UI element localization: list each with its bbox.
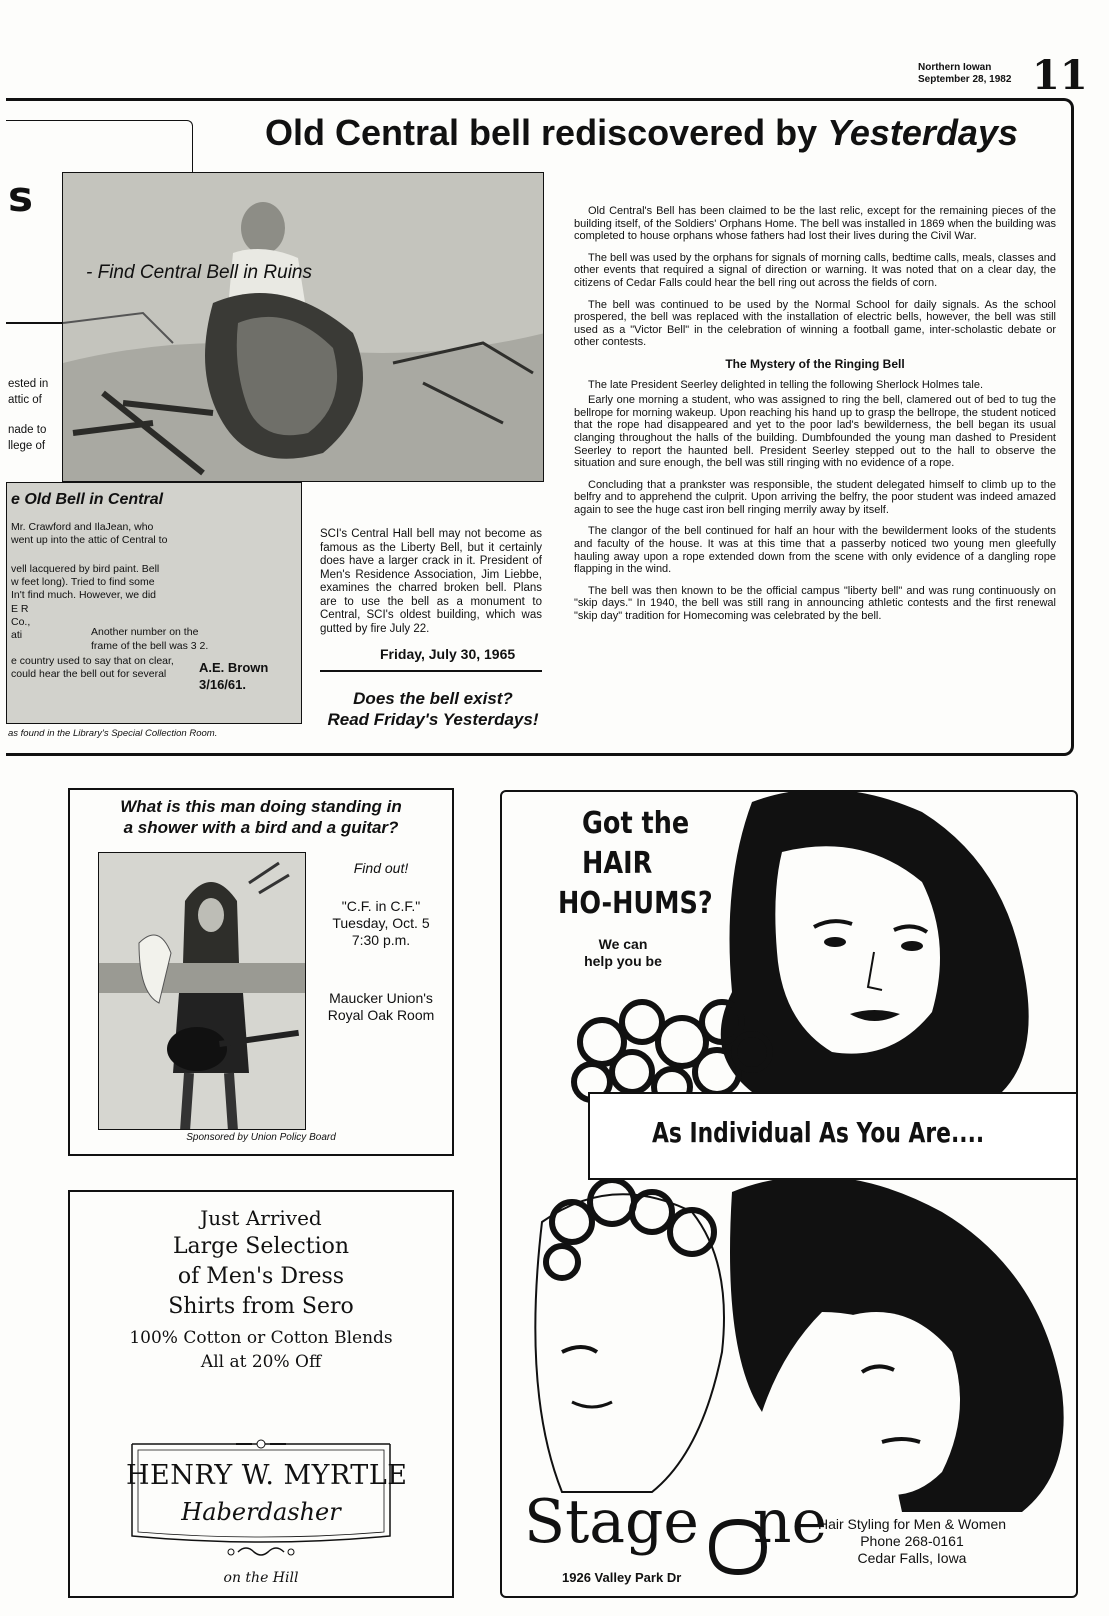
left-fragment-line: ested in — [8, 378, 49, 390]
original-date: Friday, July 30, 1965 — [380, 646, 516, 662]
ad-line: Shirts from Sero — [168, 1294, 354, 1319]
left-column-letter: s — [8, 172, 33, 221]
salon-help-line: We can — [598, 936, 648, 952]
body-paragraph: Old Central's Bell has been claimed to be the last relic, except for the remaining pieces of the building itself, of the Soldiers' Orphans Home. The bell was installed in 1869 when the building was completed to house orphans whose fathers had lost their lives during the Civil War. — [574, 205, 1056, 243]
clipping-line: Co., — [11, 616, 31, 628]
photo-description: SCI's Central Hall bell may not become as famous as the Liberty Bell, but it certainly does have a larger crack in it. President of Men's Residence Association, Jim Liebbe, examines the charred broken bell. Plans are to use the bell as a monument to Central, SCI's oldest building, which was gutted by fire July 22. — [320, 528, 542, 635]
event-venue-line: Maucker Union's — [329, 990, 433, 1006]
publication-date: September 28, 1982 — [918, 74, 1012, 85]
clipping-line: ati — [11, 629, 23, 641]
headline-italic-text: Yesterdays — [827, 112, 1018, 153]
clipping-line: w feet long). Tried to find some — [11, 576, 155, 588]
salon-slogan: As Individual As You Are.... — [652, 1116, 985, 1149]
left-fragment-line: llege of — [8, 440, 46, 452]
store-sign — [126, 1438, 408, 1566]
store-type: Haberdasher — [181, 1498, 341, 1526]
caption-rule — [320, 670, 542, 672]
publication-name: Northern Iowan — [918, 62, 992, 73]
clipping-line: went up into the attic of Central to — [11, 534, 168, 546]
salon-help-line: help you be — [584, 953, 662, 969]
salon-services: Hair Styling for Men & Women — [817, 1516, 1007, 1532]
ad-headline-line: a shower with a bird and a guitar? — [123, 818, 399, 837]
ad-headline-line: What is this man doing standing in — [120, 797, 402, 816]
left-fragment-line: attic of — [8, 394, 42, 406]
clipping-line: vell lacquered by bird paint. Bell — [11, 563, 160, 575]
salon-logo-part: ne — [752, 1487, 828, 1557]
salon-city: Cedar Falls, Iowa — [857, 1550, 967, 1566]
body-paragraph: The clangor of the bell continued for half an hour with the bewilderment looks of the students and faculty of the house. It was at this time that a passerby noticed two young men gleefully hauling away upon a rope extended down from the scene with only evidence of a dangling rope flapping in the wind. — [574, 525, 1056, 576]
ad-line: Large Selection — [172, 1234, 350, 1259]
teaser-question — [320, 688, 546, 730]
article-subhead: The Mystery of the Ringing Bell — [725, 356, 905, 371]
bell-ruins-photo — [62, 172, 544, 482]
body-paragraph: Early one morning a student, who was assigned to ring the bell, clamered out of bed to tug the bellrope for morning wakeup. Upon reaching his hand up to grasp the bellrope, the student noticed that the rope had disappeared and yet to the poor lad's bewilderness, the bell began its usual clanging throughout the halls of the building. Dumbfounded the young man dashed to President Seerley to report the haunted bell. President Seerley stepped out to the hall to observe the situation and sure enough, the bell was still ringing with no evidence of a rope. — [574, 394, 1056, 470]
article-headline — [265, 112, 1018, 154]
salon-help-text — [568, 936, 678, 970]
article-body — [574, 205, 1056, 632]
signature-date: 3/16/61. — [199, 677, 246, 692]
clipping-title: e Old Bell in Central — [11, 491, 164, 508]
left-adjacent-box-border — [6, 120, 193, 177]
guitarist-photo — [98, 852, 306, 1130]
store-location: on the Hill — [223, 1570, 299, 1586]
photo-caption: - Find Central Bell in Ruins — [86, 262, 312, 283]
ad-shower-event — [68, 788, 454, 1156]
clipping-line: e country used to say that on clear, — [11, 655, 174, 667]
clipping-line: Mr. Crawford and IlaJean, who — [11, 521, 154, 533]
clipping-line: In't find much. However, we did — [11, 589, 156, 601]
clipping-note-line: Another number on the — [91, 626, 199, 638]
ad-headline — [70, 796, 452, 838]
event-venue-line: Royal Oak Room — [327, 1007, 435, 1023]
salon-slogan-band — [588, 1092, 1078, 1180]
ad-line: of Men's Dress — [177, 1264, 345, 1289]
body-paragraph: Concluding that a prankster was responsible, the student delegated himself to climb up to the belfry and to apprehend the culprit. Upon arriving the belfry, the poor student was indeed amazed again to see the huge cast iron bell ringing merrily away by itself. — [574, 478, 1056, 516]
event-time: 7:30 p.m. — [351, 932, 411, 948]
store-name: HENRY W. MYRTLE — [126, 1460, 408, 1491]
archive-clipping — [6, 482, 302, 724]
ad-discount: All at 20% Off — [200, 1352, 322, 1372]
body-paragraph: The bell was used by the orphans for signals of morning calls, bedtime calls, meals, classes and other events that required a signal of direction or warning. It was noted that on a clear day, the citizens of Cedar Falls could hear the bell ring out across the fields of corn. — [574, 251, 1056, 289]
left-fragment-line: nade to — [8, 424, 47, 436]
clipping-note — [91, 625, 208, 653]
body-paragraph: The late President Seerley delighted in telling the following Sherlock Holmes tale. — [588, 378, 983, 391]
salon-address: 1926 Valley Park Dr — [562, 1570, 682, 1585]
clipping-line: could hear the bell out for several — [11, 668, 167, 680]
salon-line-2: HAIR — [582, 846, 653, 881]
page-number: 11 — [1032, 52, 1088, 99]
headline-main-text: Old Central bell rediscovered by — [265, 112, 818, 153]
ad-haberdasher — [68, 1190, 454, 1598]
masthead-info — [918, 62, 1011, 86]
salon-line-1: Got the — [582, 806, 690, 841]
ad-salon — [500, 790, 1078, 1598]
salon-line-3: HO-HUMS? — [558, 886, 713, 921]
clipping-signature — [199, 659, 268, 693]
clipping-credit: as found in the Library's Special Collection Room. — [8, 728, 218, 739]
salon-contact — [762, 1516, 1062, 1567]
ad-fabric: 100% Cotton or Cotton Blends — [129, 1328, 393, 1348]
ad-sponsor: Sponsored by Union Policy Board — [186, 1132, 336, 1143]
salon-phone: Phone 268-0161 — [860, 1533, 964, 1549]
body-paragraph: The bell was continued to be used by the Normal School for daily signals. As the school prospered, the bell was replaced with the installation of electric bells, however, the bell was still used as a "Victor Bell" in the celebration of winning a football game, inter-scholastic debate or other contests. — [574, 298, 1056, 349]
signature-name: A.E. Brown — [199, 660, 269, 675]
event-title: "C.F. in C.F." — [341, 898, 421, 914]
salon-logo-part: Stage — [524, 1487, 699, 1557]
teaser-line: Does the bell exist? — [353, 689, 513, 708]
left-column-rule — [6, 322, 62, 324]
ad-line: Just Arrived — [200, 1206, 322, 1230]
body-paragraph: The bell was then known to be the official campus "liberty bell" and was rung continuously on "skip days." In 1940, the bell was still rang in announcing athletic contests and the first renewal "skip day" tradition for Homecoming was celebrated by the bell. — [574, 584, 1056, 623]
find-out-text: Find out! — [353, 860, 409, 876]
clipping-note-line: frame of the bell was 3 2. — [91, 640, 209, 652]
event-date: Tuesday, Oct. 5 — [332, 915, 430, 931]
clipping-line: E R — [11, 603, 29, 615]
teaser-line: Read Friday's Yesterdays! — [327, 710, 539, 729]
